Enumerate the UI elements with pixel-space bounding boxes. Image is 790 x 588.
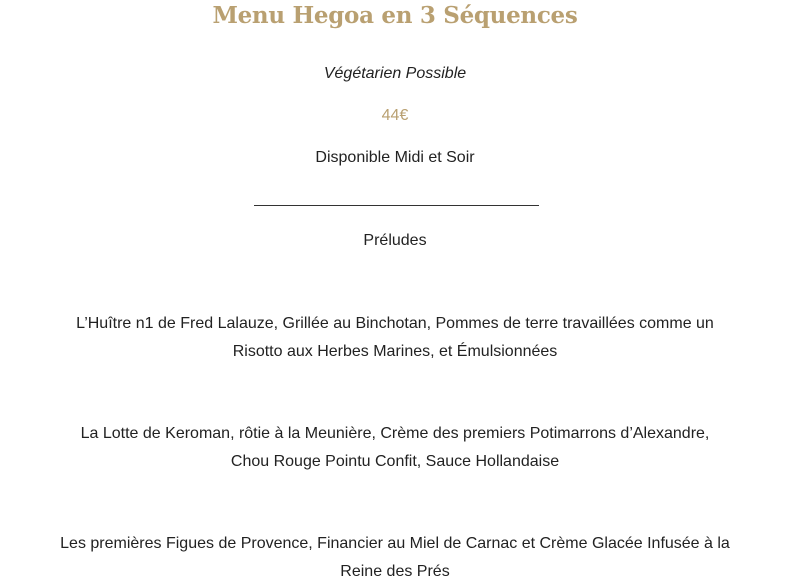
menu-title: Menu Hegoa en 3 Séquences — [212, 2, 578, 29]
menu-price: 44€ — [381, 107, 409, 124]
dish-line: La Lotte de Keroman, rôtie à la Meunière, Crème des premiers Potimarrons d’Alexandre, — [80, 425, 710, 442]
dish-line: Les premières Figues de Provence, Financier au Miel de Carnac et Crème Glacée Infusée à la — [60, 535, 730, 552]
menu-subtitle: Végétarien Possible — [323, 65, 467, 82]
dish-line: L’Huître n1 de Fred Lalauze, Grillée au Binchotan, Pommes de terre travaillées comme un — [76, 315, 714, 332]
dish-line: Chou Rouge Pointu Confit, Sauce Hollandaise — [230, 453, 560, 470]
section-title: Préludes — [363, 232, 427, 249]
dish-item — [0, 420, 790, 476]
divider — [254, 205, 539, 206]
dish-line: Risotto aux Herbes Marines, et Émulsionnées — [232, 343, 558, 360]
dish-item — [0, 530, 790, 586]
dish-item — [0, 310, 790, 366]
menu-availability: Disponible Midi et Soir — [315, 149, 475, 166]
dish-line: Reine des Prés — [340, 563, 450, 580]
